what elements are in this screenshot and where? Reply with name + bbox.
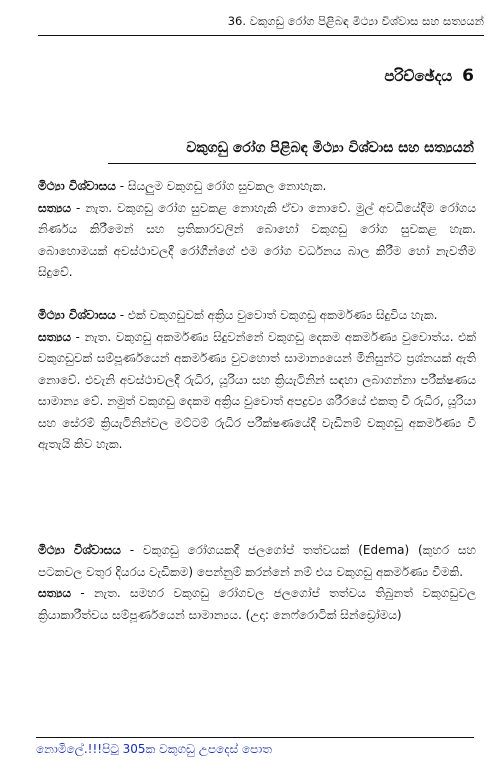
fact-text: - නැත. සමහර වකුගඩු රෝගවල ජලගෝප් තත්වය තිබුනත් වකුගඩුවල ක්‍රියාකාරීත්වය සම්පූර්ණයෙන් සාමාන්‍යය. (උදා: නෙෆ්රොටික් සින්ඩ්‍රෝමය) bbox=[38, 586, 476, 622]
chapter-title: වකුගඩු රෝග පිළිබඳ මිථ්‍යා විශ්වාස සහ සත්‍යයන් bbox=[186, 140, 474, 156]
title-underline bbox=[108, 163, 476, 164]
myth-paragraph bbox=[38, 305, 476, 327]
myth-fact-section bbox=[38, 176, 476, 284]
chapter-heading bbox=[384, 66, 474, 86]
footer-divider bbox=[36, 737, 474, 738]
myth-text: - සියලුම වකුගඩු රෝග සුවකල නොහැක. bbox=[115, 179, 327, 193]
myth-label: මිථ්‍යා විශ්වාසය bbox=[38, 543, 121, 557]
fact-text: - නැත. වකුගඩු රෝග සුවකළ නොහැකි ඒවා නොවේ. මුල් අවධියේදීම රෝගය නිර්ණය කිරීමෙන් සහ ප්‍රතිකාරවලින් බොහෝ වකුගඩු රෝග සුවකළ හැක. බොහොමයක් අවස්ථාවලදී රෝගීන්ගේ එම රෝග වර්ධනය බාල කිරීම හෝ නැවතීම සිදුවේ. bbox=[38, 200, 476, 279]
myth-fact-section bbox=[38, 305, 476, 456]
fact-paragraph bbox=[38, 198, 476, 284]
myth-paragraph bbox=[38, 176, 476, 198]
myth-label: මිථ්‍යා විශ්වාසය bbox=[38, 308, 116, 322]
running-header: 36. වකුගඩු රෝග පිළිබඳ මිථ්‍යා විශ්වාස සහ සත්‍යයන් bbox=[227, 14, 484, 28]
fact-label: සත්‍යය bbox=[38, 586, 71, 600]
chapter-number: 6 bbox=[462, 66, 474, 86]
fact-paragraph bbox=[38, 327, 476, 456]
myth-paragraph bbox=[38, 540, 476, 583]
myth-text: - එක් වකුගඩුවක් අක්‍රිය වුවොත් වකුගඩු අකර්මණ්‍ය සිදුවිය හැක. bbox=[115, 308, 438, 322]
fact-label: සත්‍යය bbox=[38, 200, 71, 215]
header-divider bbox=[38, 35, 484, 36]
fact-paragraph bbox=[38, 583, 476, 626]
chapter-label: පරිච්ඡේදය bbox=[384, 67, 453, 85]
myth-fact-section bbox=[38, 540, 476, 626]
footer-text: නොමිලේ.!!!පිටු 305ක වකුගඩු උපදෙස් පොත bbox=[36, 742, 272, 756]
myth-text: - වකුගඩු රෝගයකදී ජලගෝප් තත්වයක් (Edema) (කුහර සහ පටකවල වතුර දියරය වැඩිකම) පෙන්නුම් කරන්නේ නම් එය වකුගඩු අකර්මණ්‍ය වීමකි. bbox=[38, 543, 476, 579]
fact-text: - නැත. වකුගඩු අකර්මණ්‍ය සිදුවන්නේ වකුගඩු දෙකම අකර්මණ්‍ය වුවොත්ය. එක් වකුගඩුවක් සම්පූර්ණයෙන් අකර්මණ්‍ය වුවහොත් සාමාන්‍යයෙන් මිනිසුන්ට ප්‍රශ්නයක් ඇති නොවේ. එවැනි අවස්ථාවලදී රුධිර, යූරියා සහ ක්‍රියැටිනින් සඳහා ලබාගන්නා පරීක්ෂණය සාමාන්‍ය වේ. නමුත් වකුගඩු දෙකම අක්‍රිය වුවොත් අපද්‍රව්‍ය ශරීරයේ එකතු වී රුධිර, යූරියා සහ සේරම් ක්‍රියැටිනින්වල මට්ටම් රුධිර පරීක්ෂණයේදී වැඩිනම් වකුගඩු අකර්මණ්‍ය වී ඇතැයි කිව හැක. bbox=[38, 329, 476, 451]
myth-label: මිථ්‍යා විශ්වාසය bbox=[38, 179, 116, 193]
fact-label: සත්‍යය bbox=[38, 329, 71, 344]
